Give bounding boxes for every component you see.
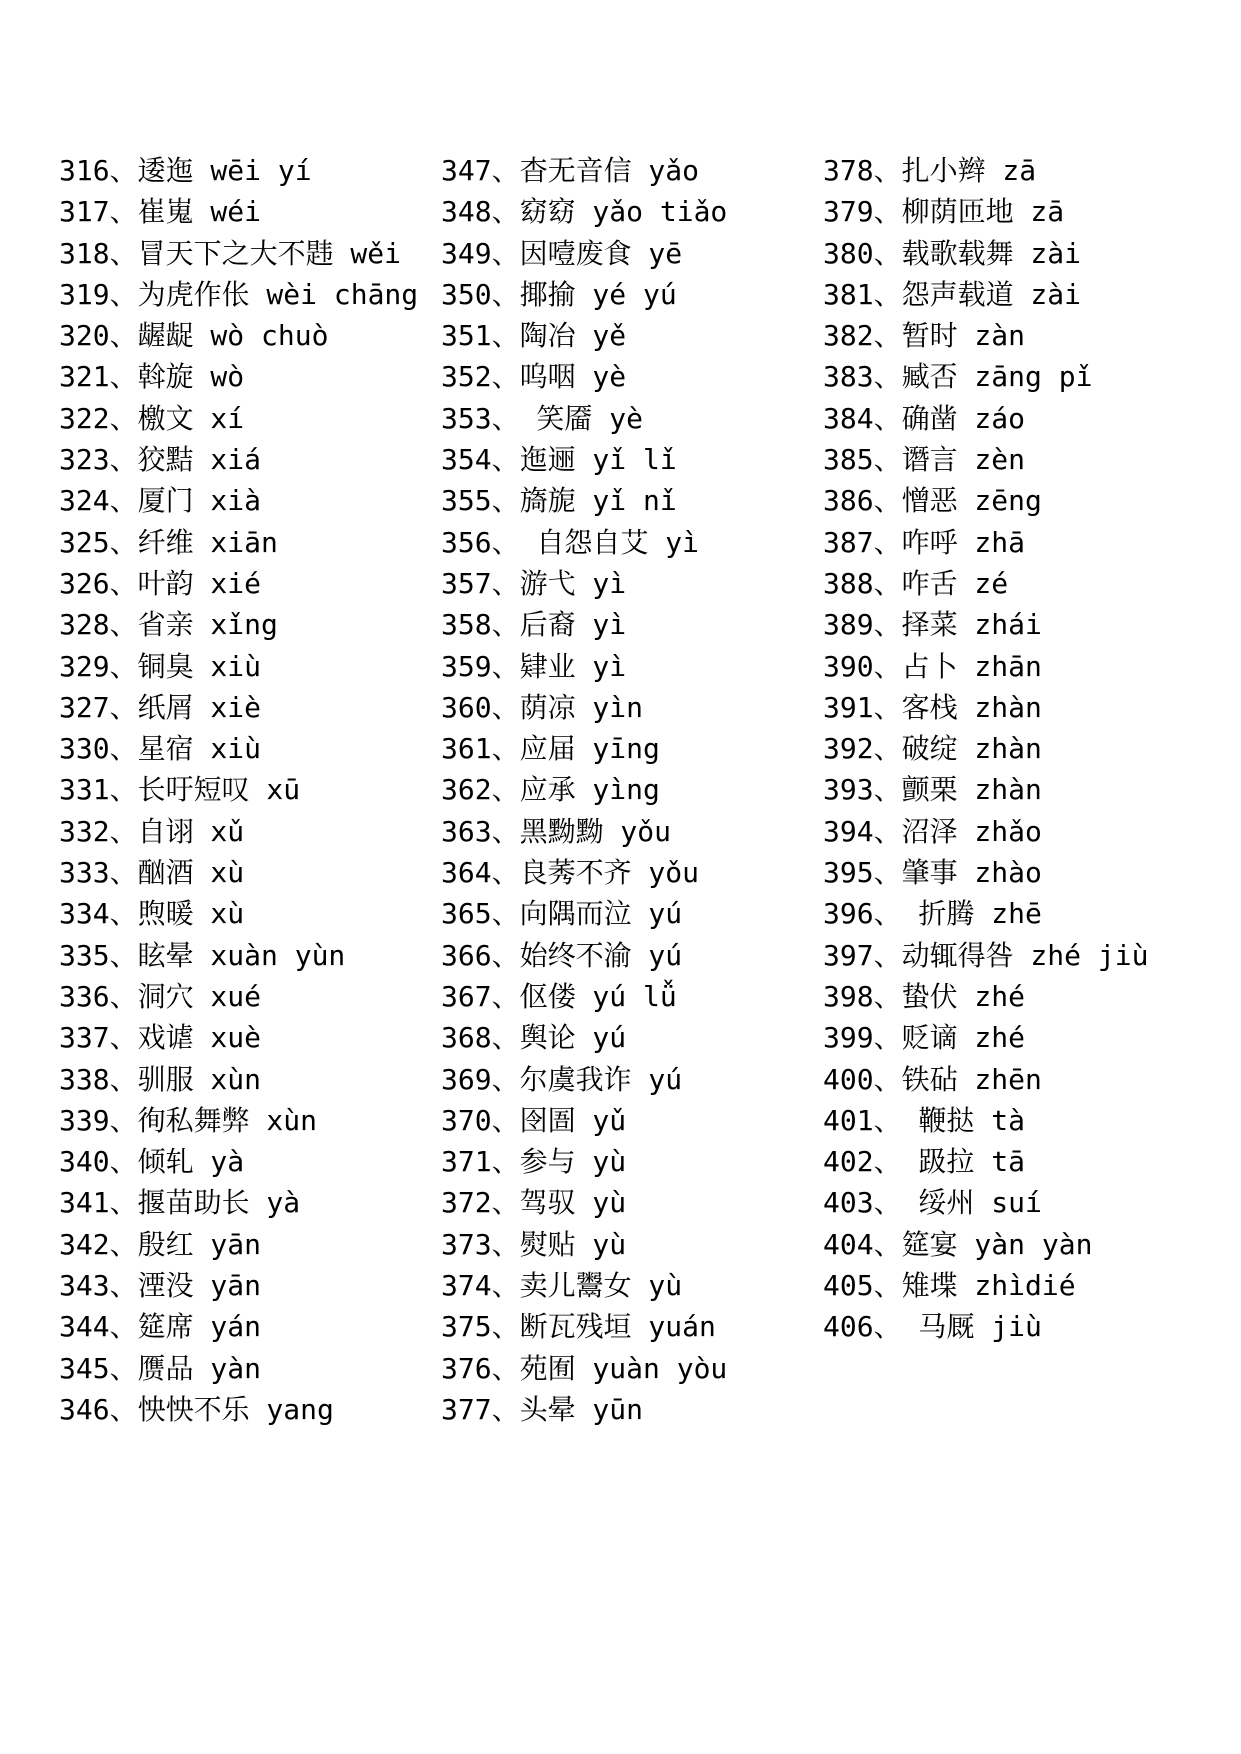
vocab-entry: 345、赝品 yàn bbox=[59, 1351, 262, 1385]
vocab-entry: 374、卖儿鬻女 yù bbox=[441, 1269, 683, 1303]
vocab-entry: 327、纸屑 xiè bbox=[59, 690, 262, 724]
vocab-entry: 339、徇私舞弊 xùn bbox=[59, 1103, 318, 1137]
vocab-entry: 405、雉堞 zhìdié bbox=[823, 1269, 1076, 1303]
vocab-entry: 362、应承 yìng bbox=[441, 773, 660, 807]
vocab-entry: 320、龌龊 wò chuò bbox=[59, 319, 329, 353]
vocab-entry: 389、择菜 zhái bbox=[823, 608, 1042, 642]
vocab-entry: 331、长吁短叹 xū bbox=[59, 773, 301, 807]
vocab-entry: 328、省亲 xǐng bbox=[59, 608, 278, 642]
vocab-entry: 365、向隅而泣 yú bbox=[441, 897, 683, 931]
vocab-entry: 323、狡黠 xiá bbox=[59, 443, 262, 477]
vocab-entry: 378、扎小辫 zā bbox=[823, 154, 1037, 187]
column-2 bbox=[441, 150, 727, 1430]
vocab-entry: 364、良莠不齐 yǒu bbox=[441, 856, 700, 890]
vocab-entry: 354、迤逦 yǐ lǐ bbox=[441, 443, 677, 477]
vocab-entry: 355、旖旎 yǐ nǐ bbox=[441, 484, 677, 518]
vocab-entry: 335、眩晕 xuàn yùn bbox=[59, 938, 346, 972]
vocab-entry: 372、驾驭 yù bbox=[441, 1186, 627, 1220]
vocab-entry: 376、苑囿 yuàn yòu bbox=[441, 1351, 728, 1385]
vocab-entry: 370、囹圄 yǔ bbox=[441, 1103, 627, 1137]
vocab-entry: 391、客栈 zhàn bbox=[823, 690, 1042, 724]
vocab-entry: 381、怨声载道 zài bbox=[823, 277, 1082, 311]
vocab-entry: 347、杳无音信 yǎo bbox=[441, 154, 700, 187]
vocab-entry: 342、殷红 yān bbox=[59, 1227, 262, 1261]
vocab-entry: 368、舆论 yú bbox=[441, 1021, 627, 1055]
vocab-entry: 404、筵宴 yàn yàn bbox=[823, 1227, 1093, 1261]
vocab-entry: 402、 趿拉 tā bbox=[823, 1145, 1026, 1179]
vocab-entry: 330、星宿 xiù bbox=[59, 732, 262, 766]
vocab-entry: 343、湮没 yān bbox=[59, 1269, 262, 1303]
column-3 bbox=[823, 150, 1148, 1348]
vocab-entry: 357、游弋 yì bbox=[441, 566, 627, 600]
vocab-entry: 358、后裔 yì bbox=[441, 608, 627, 642]
vocab-entry: 319、为虎作伥 wèi chāng bbox=[59, 277, 419, 311]
vocab-entry: 371、参与 yù bbox=[441, 1145, 627, 1179]
vocab-entry: 398、蛰伏 zhé bbox=[823, 979, 1026, 1013]
vocab-entry: 403、 绥州 suí bbox=[823, 1186, 1042, 1220]
vocab-entry: 375、断瓦残垣 yuán bbox=[441, 1310, 716, 1344]
vocab-entry: 316、逶迤 wēi yí bbox=[59, 154, 312, 187]
vocab-entry: 382、暂时 zàn bbox=[823, 319, 1026, 353]
vocab-entry: 359、肄业 yì bbox=[441, 649, 627, 683]
vocab-entry: 399、贬谪 zhé bbox=[823, 1021, 1026, 1055]
vocab-entry: 363、黑黝黝 yǒu bbox=[441, 814, 672, 848]
vocab-entry: 334、煦暖 xù bbox=[59, 897, 245, 931]
vocab-entry: 373、熨贴 yù bbox=[441, 1227, 627, 1261]
vocab-entry: 321、斡旋 wò bbox=[59, 360, 245, 394]
vocab-entry: 379、柳荫匝地 zā bbox=[823, 195, 1065, 229]
vocab-entry: 325、纤维 xiān bbox=[59, 525, 278, 559]
vocab-entry: 338、驯服 xùn bbox=[59, 1062, 262, 1096]
vocab-entry: 356、 自怨自艾 yì bbox=[441, 525, 700, 559]
vocab-entry: 318、冒天下之大不韪 wěi bbox=[59, 236, 402, 270]
vocab-entry: 366、始终不渝 yú bbox=[441, 938, 683, 972]
column-1 bbox=[59, 150, 418, 1430]
vocab-entry: 397、动辄得咎 zhé jiù bbox=[823, 938, 1149, 972]
vocab-entry: 353、 笑靥 yè bbox=[441, 401, 644, 435]
vocab-entry: 351、陶冶 yě bbox=[441, 319, 627, 353]
vocab-entry: 388、咋舌 zé bbox=[823, 566, 1009, 600]
vocab-entry: 392、破绽 zhàn bbox=[823, 732, 1042, 766]
vocab-entry: 352、呜咽 yè bbox=[441, 360, 627, 394]
vocab-entry: 322、檄文 xí bbox=[59, 401, 245, 435]
vocab-entry: 326、叶韵 xié bbox=[59, 566, 262, 600]
vocab-entry: 384、确凿 záo bbox=[823, 401, 1026, 435]
vocab-entry: 317、崔嵬 wéi bbox=[59, 195, 262, 229]
vocab-entry: 386、憎恶 zēng bbox=[823, 484, 1042, 518]
vocab-entry: 377、头晕 yūn bbox=[441, 1392, 644, 1426]
vocab-entry: 346、怏怏不乐 yang bbox=[59, 1392, 334, 1426]
vocab-entry: 336、洞穴 xué bbox=[59, 979, 262, 1013]
vocab-entry: 400、铁砧 zhēn bbox=[823, 1062, 1042, 1096]
vocab-entry: 344、筵席 yán bbox=[59, 1310, 262, 1344]
vocab-entry: 401、 鞭挞 tà bbox=[823, 1103, 1026, 1137]
vocab-entry: 383、臧否 zāng pǐ bbox=[823, 360, 1093, 394]
vocab-entry: 337、戏谑 xuè bbox=[59, 1021, 262, 1055]
vocab-entry: 393、颤栗 zhàn bbox=[823, 773, 1042, 807]
vocab-entry: 406、 马厩 jiù bbox=[823, 1310, 1042, 1344]
vocab-entry: 348、窈窈 yǎo tiǎo bbox=[441, 195, 728, 229]
vocab-entry: 361、应届 yīng bbox=[441, 732, 660, 766]
vocab-entry: 340、倾轧 yà bbox=[59, 1145, 245, 1179]
vocab-entry: 350、揶揄 yé yú bbox=[441, 277, 677, 311]
vocab-entry: 333、酗酒 xù bbox=[59, 856, 245, 890]
vocab-entry: 387、咋呼 zhā bbox=[823, 525, 1026, 559]
vocab-entry: 360、荫凉 yìn bbox=[441, 690, 644, 724]
vocab-entry: 390、占卜 zhān bbox=[823, 649, 1042, 683]
vocab-entry: 385、谮言 zèn bbox=[823, 443, 1026, 477]
vocab-entry: 380、载歌载舞 zài bbox=[823, 236, 1082, 270]
vocab-entry: 367、伛偻 yú lǚ bbox=[441, 979, 677, 1013]
vocab-entry: 369、尔虞我诈 yú bbox=[441, 1062, 683, 1096]
vocab-entry: 332、自诩 xǔ bbox=[59, 814, 245, 848]
vocab-entry: 329、铜臭 xiù bbox=[59, 649, 262, 683]
vocab-entry: 324、厦门 xià bbox=[59, 484, 262, 518]
vocab-entry: 341、揠苗助长 yà bbox=[59, 1186, 301, 1220]
vocab-entry: 395、肇事 zhào bbox=[823, 856, 1042, 890]
vocab-entry: 349、因噎废食 yē bbox=[441, 236, 683, 270]
vocab-entry: 396、 折腾 zhē bbox=[823, 897, 1042, 931]
vocab-entry: 394、沼泽 zhǎo bbox=[823, 814, 1042, 848]
